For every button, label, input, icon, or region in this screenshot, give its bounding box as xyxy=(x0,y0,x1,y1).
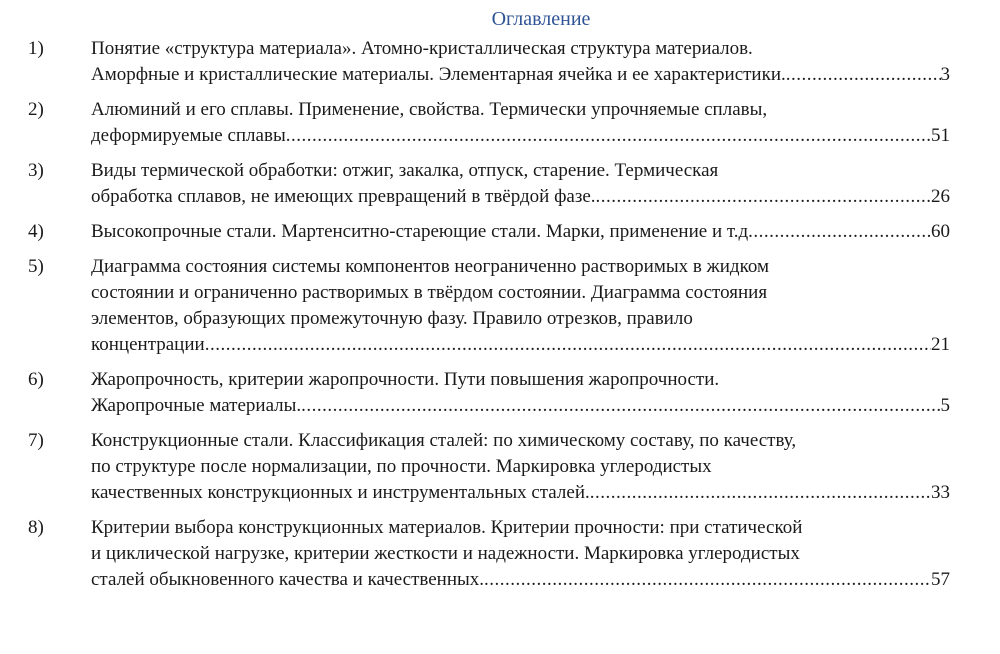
toc-entry-line: обработка сплавов, не имеющих превращений в твёрдой фазе. xyxy=(91,186,596,207)
toc-entry[interactable] xyxy=(0,158,1000,210)
toc-entry[interactable] xyxy=(0,219,1000,245)
toc-dot-leader xyxy=(286,123,931,149)
toc-entry-text xyxy=(91,428,950,506)
toc-entry-number: 7) xyxy=(28,430,44,451)
toc-page-number: 3 xyxy=(940,64,950,85)
toc-entry-line: Высокопрочные стали. Мартенситно-стареющие стали. Марки, применение и т.д xyxy=(91,221,749,242)
toc-entry-line: Диаграмма состояния системы компонентов неограниченно растворимых в жидком xyxy=(91,256,769,277)
toc-entry-line: состоянии и ограниченно растворимых в твёрдом состоянии. Диаграмма состояния xyxy=(91,282,768,303)
toc-page-number: 60 xyxy=(931,221,950,242)
toc-entry-number: 4) xyxy=(28,221,44,242)
toc-entry-number: 2) xyxy=(28,99,44,120)
toc-entry-line: Жаропрочные материалы. xyxy=(91,395,302,416)
toc-entry-text xyxy=(91,515,950,593)
toc-entry-number: 6) xyxy=(28,369,44,390)
page-title: Оглавление xyxy=(491,8,591,30)
toc-entry-line: Конструкционные стали. Классификация сталей: по химическому составу, по качеству, xyxy=(91,430,797,451)
toc-dot-leader xyxy=(748,219,931,245)
toc-entry-line: качественных конструкционных и инструментальных сталей. xyxy=(91,482,590,503)
toc-entry-line: концентрации xyxy=(91,334,205,355)
toc-entry[interactable] xyxy=(0,428,1000,506)
toc-dot-leader xyxy=(786,62,941,88)
toc-page-number: 57 xyxy=(931,569,950,590)
toc-entry-text xyxy=(91,36,950,88)
toc-dot-leader xyxy=(596,184,931,210)
toc-entry-line: Алюминий и его сплавы. Применение, свойства. Термически упрочняемые сплавы, xyxy=(91,99,768,120)
toc-page-number: 51 xyxy=(931,125,950,146)
toc-entry[interactable] xyxy=(0,97,1000,149)
toc-entry[interactable] xyxy=(0,515,1000,593)
toc-entry-line: по структуре после нормализации, по прочности. Маркировка углеродистых xyxy=(91,456,712,477)
toc-page-number: 21 xyxy=(931,334,950,355)
toc-dot-leader xyxy=(484,567,931,593)
toc-entry-number: 5) xyxy=(28,256,44,277)
toc-entry-line: Жаропрочность, критерии жаропрочности. Пути повышения жаропрочности. xyxy=(91,369,720,390)
toc-dot-leader xyxy=(590,480,931,506)
toc-dot-leader xyxy=(205,332,931,358)
toc-entry-line: и циклической нагрузке, критерии жесткости и надежности. Маркировка углеродистых xyxy=(91,543,800,564)
toc-entry-line: сталей обыкновенного качества и качественных. xyxy=(91,569,485,590)
toc-entry-number: 3) xyxy=(28,160,44,181)
toc-entry-number: 8) xyxy=(28,517,44,538)
toc-entry-line: Аморфные и кристаллические материалы. Элементарная ячейка и ее характеристики. xyxy=(91,64,786,85)
toc-entry-line: деформируемые сплавы xyxy=(91,125,286,146)
toc-dot-leader xyxy=(301,393,940,419)
toc-entry-line: Понятие «структура материала». Атомно-кристаллическая структура материалов. xyxy=(91,38,753,59)
toc-page-number: 26 xyxy=(931,186,950,207)
toc-list xyxy=(0,36,1000,602)
toc-entry-number: 1) xyxy=(28,38,44,59)
toc-page-number: 33 xyxy=(931,482,950,503)
toc-entry[interactable] xyxy=(0,254,1000,358)
toc-entry-line: элементов, образующих промежуточную фазу. Правило отрезков, правило xyxy=(91,308,693,329)
toc-entry-text xyxy=(91,367,950,419)
toc-entry-text xyxy=(91,219,950,245)
toc-entry-text xyxy=(91,97,950,149)
toc-entry-text xyxy=(91,254,950,358)
toc-entry[interactable] xyxy=(0,367,1000,419)
toc-entry-line: Виды термической обработки: отжиг, закалка, отпуск, старение. Термическая xyxy=(91,160,719,181)
toc-entry[interactable] xyxy=(0,36,1000,88)
toc-entry-line: Критерии выбора конструкционных материалов. Критерии прочности: при статической xyxy=(91,517,803,538)
toc-page-number: 5 xyxy=(940,395,950,416)
toc-entry-text xyxy=(91,158,950,210)
